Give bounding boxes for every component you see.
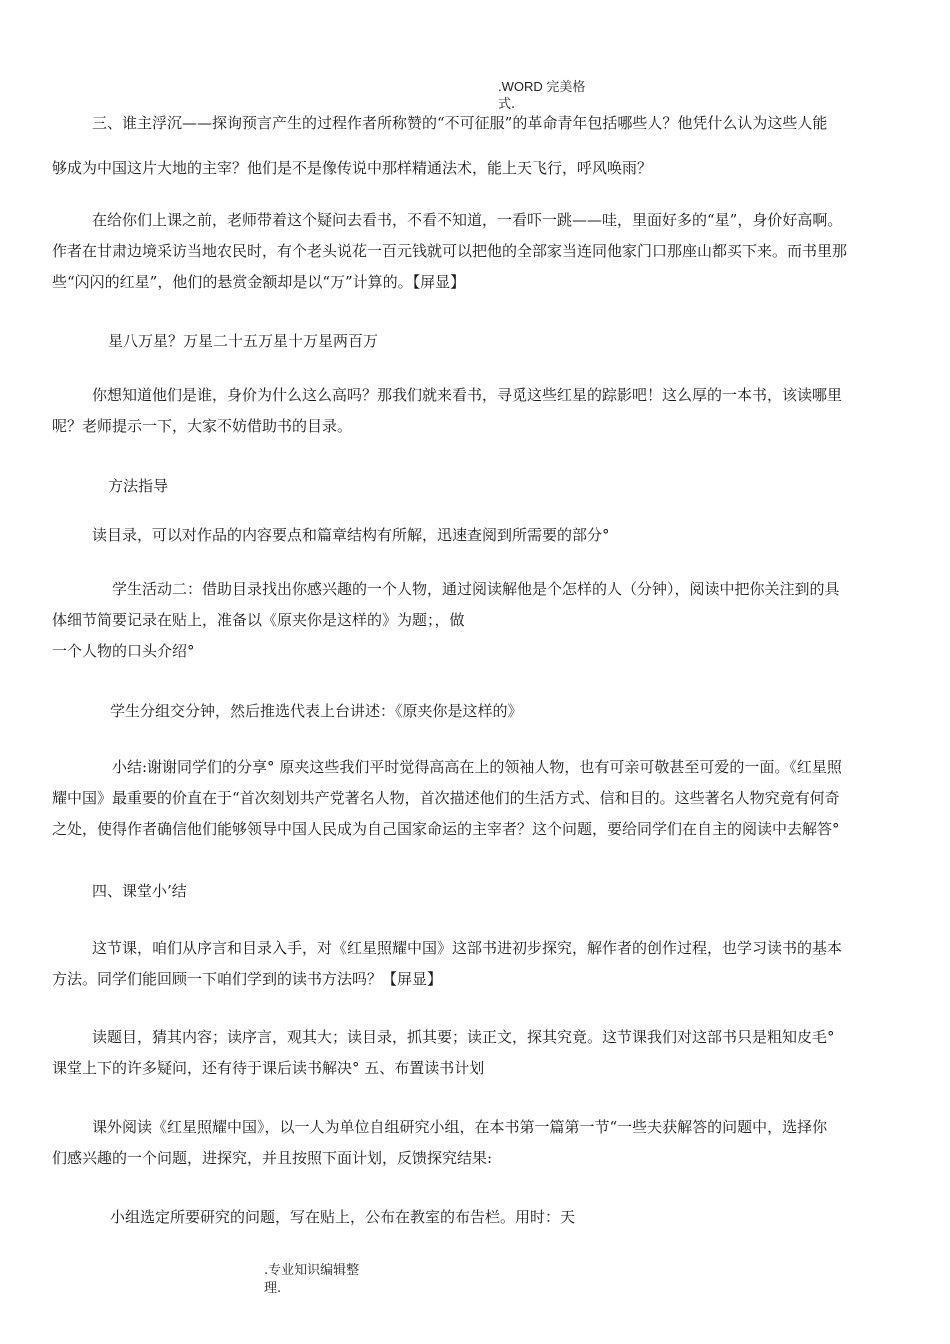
heading-method-guide [108, 471, 168, 502]
paragraph-summary [52, 752, 842, 845]
paragraph-want-to-know [52, 380, 842, 442]
page-footer [264, 1262, 384, 1298]
text-line: 课堂上下的许多疑问，还有待于课后读书解决° 五、布置读书计划 [52, 1059, 485, 1077]
paragraph-reading-methods [52, 1022, 835, 1084]
text-line: 体细节简要记录在贴上，准备以《原夹你是这样的》为题；，做 [52, 611, 465, 629]
text-line: 星八万星？万星二十五万星十万星两百万 [108, 332, 379, 350]
text-line: 你想知道他们是谁，身价为什么这么高吗？那我们就来看书，寻觅这些红星的踪影吧！这么厚的一本书，该读哪里 [92, 386, 843, 404]
text-line: 耀中国》最重要的价直在于“首次刻划共产党著名人物，首次描述他们的生活方式、信和目的。这些著名人物究竟有何奇 [52, 789, 840, 807]
text-line: 一个人物的口头介绍° [52, 642, 195, 660]
footer-line-1: .专业知识编辑整 [264, 1263, 360, 1278]
paragraph-group-topic [110, 1202, 575, 1233]
header-line-1: .WORD 完美格 [498, 79, 586, 94]
text-line: 四、课堂小’结 [92, 882, 187, 900]
text-line: 们感兴趣的一个问题，进探究，并且按照下面计划，反馈探究结果: [52, 1149, 493, 1167]
header-line-2: 式. [498, 97, 516, 112]
text-line: 学生活动二：借助目录找出你感兴趣的一个人物，通过阅读解他是个怎样的人（分钟），阅读中把你关注到的具 [112, 580, 840, 598]
paragraph-class-review [52, 933, 842, 995]
text-line: 呢？老师提示一下，大家不妨借助书的目录。 [52, 417, 353, 435]
footer-line-2: 理. [264, 1281, 282, 1296]
text-line: 小组选定所要研究的问题，写在贴上，公布在教室的布告栏。用时：天 [110, 1208, 576, 1226]
text-line: 读题目，猜其内容；读序言，观其大；读目录，抓其要；读正文，探其究竟。这节课我们对这部书只是粗知皮毛° [92, 1028, 835, 1046]
paragraph-section-three [52, 108, 827, 184]
text-line: 方法。同学们能回顾一下咱们学到的读书方法吗？【屏显】 [52, 970, 443, 988]
text-line: 小结:谢谢同学们的分享° 原夹这些我们平时觉得高高在上的领袖人物，也有可亲可敬甚至可爱的一面。《红星照 [112, 758, 842, 776]
paragraph-read-catalog [92, 520, 610, 551]
paragraph-student-activity-two [52, 574, 840, 667]
text-line: 作者在甘肃边境采访当地农民时，有个老头说花一百元钱就可以把他的全部家当连同他家门口那座山都买下来。而书里那 [52, 242, 848, 260]
paragraph-extracurricular-reading [52, 1112, 827, 1174]
text-line: 在给你们上课之前，老师带着这个疑问去看书，不看不知道，一看吓一跳——哇，里面好多的“星”，身价好高啊。 [92, 211, 843, 229]
heading-section-four [92, 876, 187, 907]
text-line: 方法指导 [108, 477, 169, 495]
text-line: 课外阅读《红星照耀中国》，以一人为单位自组研究小组，在本书第一篇第一节“一些夫获解答的问题中，选择你 [92, 1118, 828, 1136]
text-line: 些“闪闪的红星”，他们的悬赏金额却是以“万”计算的。【屏显】 [52, 273, 466, 291]
text-line: 够成为中国这片大地的主宰？他们是不是像传说中那样精通法术，能上天飞行，呼风唤雨？ [52, 159, 653, 177]
text-line: 学生分组交分钟，然后推选代表上台讲述：《原夹你是这样的》 [110, 702, 523, 720]
text-line: 读目录，可以对作品的内容要点和篇章结构有所解，迅速查阅到所需要的部分° [92, 526, 610, 544]
text-line: 三、谁主浮沉——探询预言产生的过程作者所称赞的“不可征服”的革命青年包括哪些人？他凭什么认为这些人能 [92, 114, 828, 132]
paragraph-star-prices [108, 326, 378, 357]
paragraph-group-exchange [110, 696, 523, 727]
text-line: 之处，使得作者确信他们能够领导中国人民成为自己国家命运的主宰者？这个问题，要给同学们在自主的阅读中去解答° [52, 820, 840, 838]
text-line: 这节课，咱们从序言和目录入手，对《红星照耀中国》这部书进初步探究，解作者的创作过程，也学习读书的基本 [92, 939, 843, 957]
paragraph-question-stars [52, 205, 847, 298]
